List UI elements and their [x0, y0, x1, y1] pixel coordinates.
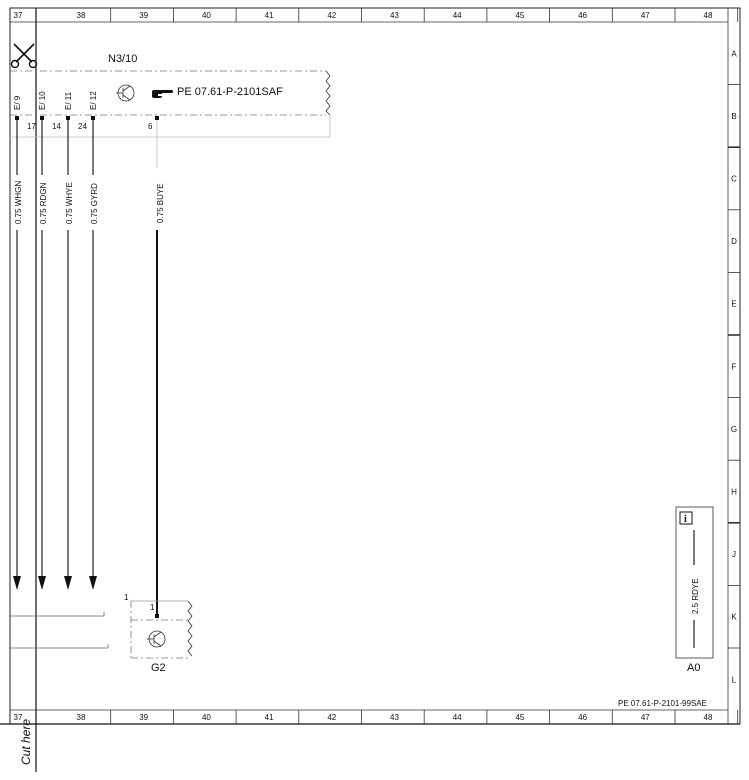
pin-number: 24 [78, 122, 87, 131]
row-label: D [731, 237, 737, 247]
top-column-label: 44 [452, 11, 462, 20]
row-label: B [731, 111, 737, 121]
ground-wire-label: 0.75 BUYE [156, 183, 165, 223]
pin-wire-label: 0.75 WHYE [65, 182, 74, 224]
connector-pins [13, 91, 99, 590]
ground-pin-marker [155, 116, 159, 120]
pointing-hand-icon [152, 90, 173, 98]
pin-name: E/ 9 [13, 95, 22, 110]
pin-number: 14 [52, 122, 61, 131]
row-label: H [731, 487, 737, 497]
row-label: K [731, 612, 737, 622]
info-box-id: A0 [687, 662, 701, 674]
bottom-column-label: 47 [640, 713, 650, 722]
connector-id: N3/10 [108, 53, 138, 65]
top-column-label: 47 [640, 11, 650, 20]
transistor-symbol [116, 85, 134, 101]
row-label: L [731, 675, 737, 685]
connector-reference: PE 07.61-P-2101SAF [177, 86, 283, 98]
arrow-down-icon [13, 576, 21, 590]
info-wire-label: 2.5 RDYE [691, 578, 700, 614]
scissors-icon [12, 44, 37, 68]
row-label: F [731, 362, 737, 372]
top-column-label: 45 [515, 11, 525, 20]
top-column-label: 39 [139, 11, 149, 20]
bottom-column-label: 40 [201, 713, 211, 722]
arrow-down-icon [64, 576, 72, 590]
row-label: J [732, 550, 736, 560]
svg-text:i: i [684, 514, 687, 525]
bottom-column-label: 37 [13, 713, 23, 722]
bottom-column-label: 46 [578, 713, 588, 722]
pin-marker [66, 116, 70, 120]
top-column-label: 37 [13, 11, 23, 20]
top-column-label: 46 [578, 11, 588, 20]
pin-number: 17 [27, 122, 36, 131]
top-column-label: 43 [390, 11, 399, 20]
g2-pin-marker [155, 614, 159, 618]
g2-side-label: 1 [124, 593, 129, 602]
pin-name: E/ 11 [64, 91, 73, 110]
top-column-label: 41 [264, 11, 274, 20]
cut-here-label: Cut here [19, 718, 33, 765]
row-label: A [731, 49, 737, 59]
bottom-column-label: 48 [703, 713, 713, 722]
top-column-label: 40 [201, 11, 211, 20]
connector-pin [13, 95, 36, 590]
pin-marker [40, 116, 44, 120]
pin-name: E/ 10 [38, 91, 47, 110]
top-column-label: 38 [76, 11, 86, 20]
footer-reference: PE 07.61-P-2101-99SAE [618, 699, 707, 708]
g2-transistor-symbol [147, 631, 165, 647]
pin-name: E/ 12 [89, 91, 98, 110]
right-ruler [728, 49, 740, 684]
bottom-column-label: 42 [327, 713, 337, 722]
pin-marker [91, 116, 95, 120]
pin-wire-label: 0.75 GYRD [90, 183, 99, 224]
pin-wire-label: 0.75 WHGN [14, 180, 23, 224]
bottom-column-label: 44 [452, 713, 462, 722]
connector-pin [64, 91, 87, 590]
g2-id: G2 [151, 662, 166, 674]
row-label: G [730, 424, 738, 434]
top-column-label: 48 [703, 11, 713, 20]
bottom-column-label: 45 [515, 713, 525, 722]
row-label: E [731, 299, 737, 309]
ground-pin-number: 6 [148, 122, 153, 131]
arrow-down-icon [89, 576, 97, 590]
arrow-down-icon [38, 576, 46, 590]
bottom-ruler [14, 710, 738, 724]
top-column-label: 42 [327, 11, 337, 20]
g2-pin-number: 1 [150, 603, 155, 612]
pin-marker [15, 116, 19, 120]
pin-wire-label: 0.75 RDGN [39, 182, 48, 224]
top-ruler [14, 8, 738, 22]
bottom-column-label: 43 [390, 713, 399, 722]
connector-pin [38, 91, 61, 590]
connector-pin [89, 91, 99, 590]
bottom-column-label: 38 [76, 713, 86, 722]
row-label: C [731, 174, 737, 184]
g2-box [131, 601, 192, 658]
bottom-column-label: 41 [264, 713, 274, 722]
bottom-column-label: 39 [139, 713, 149, 722]
info-icon [680, 512, 692, 525]
